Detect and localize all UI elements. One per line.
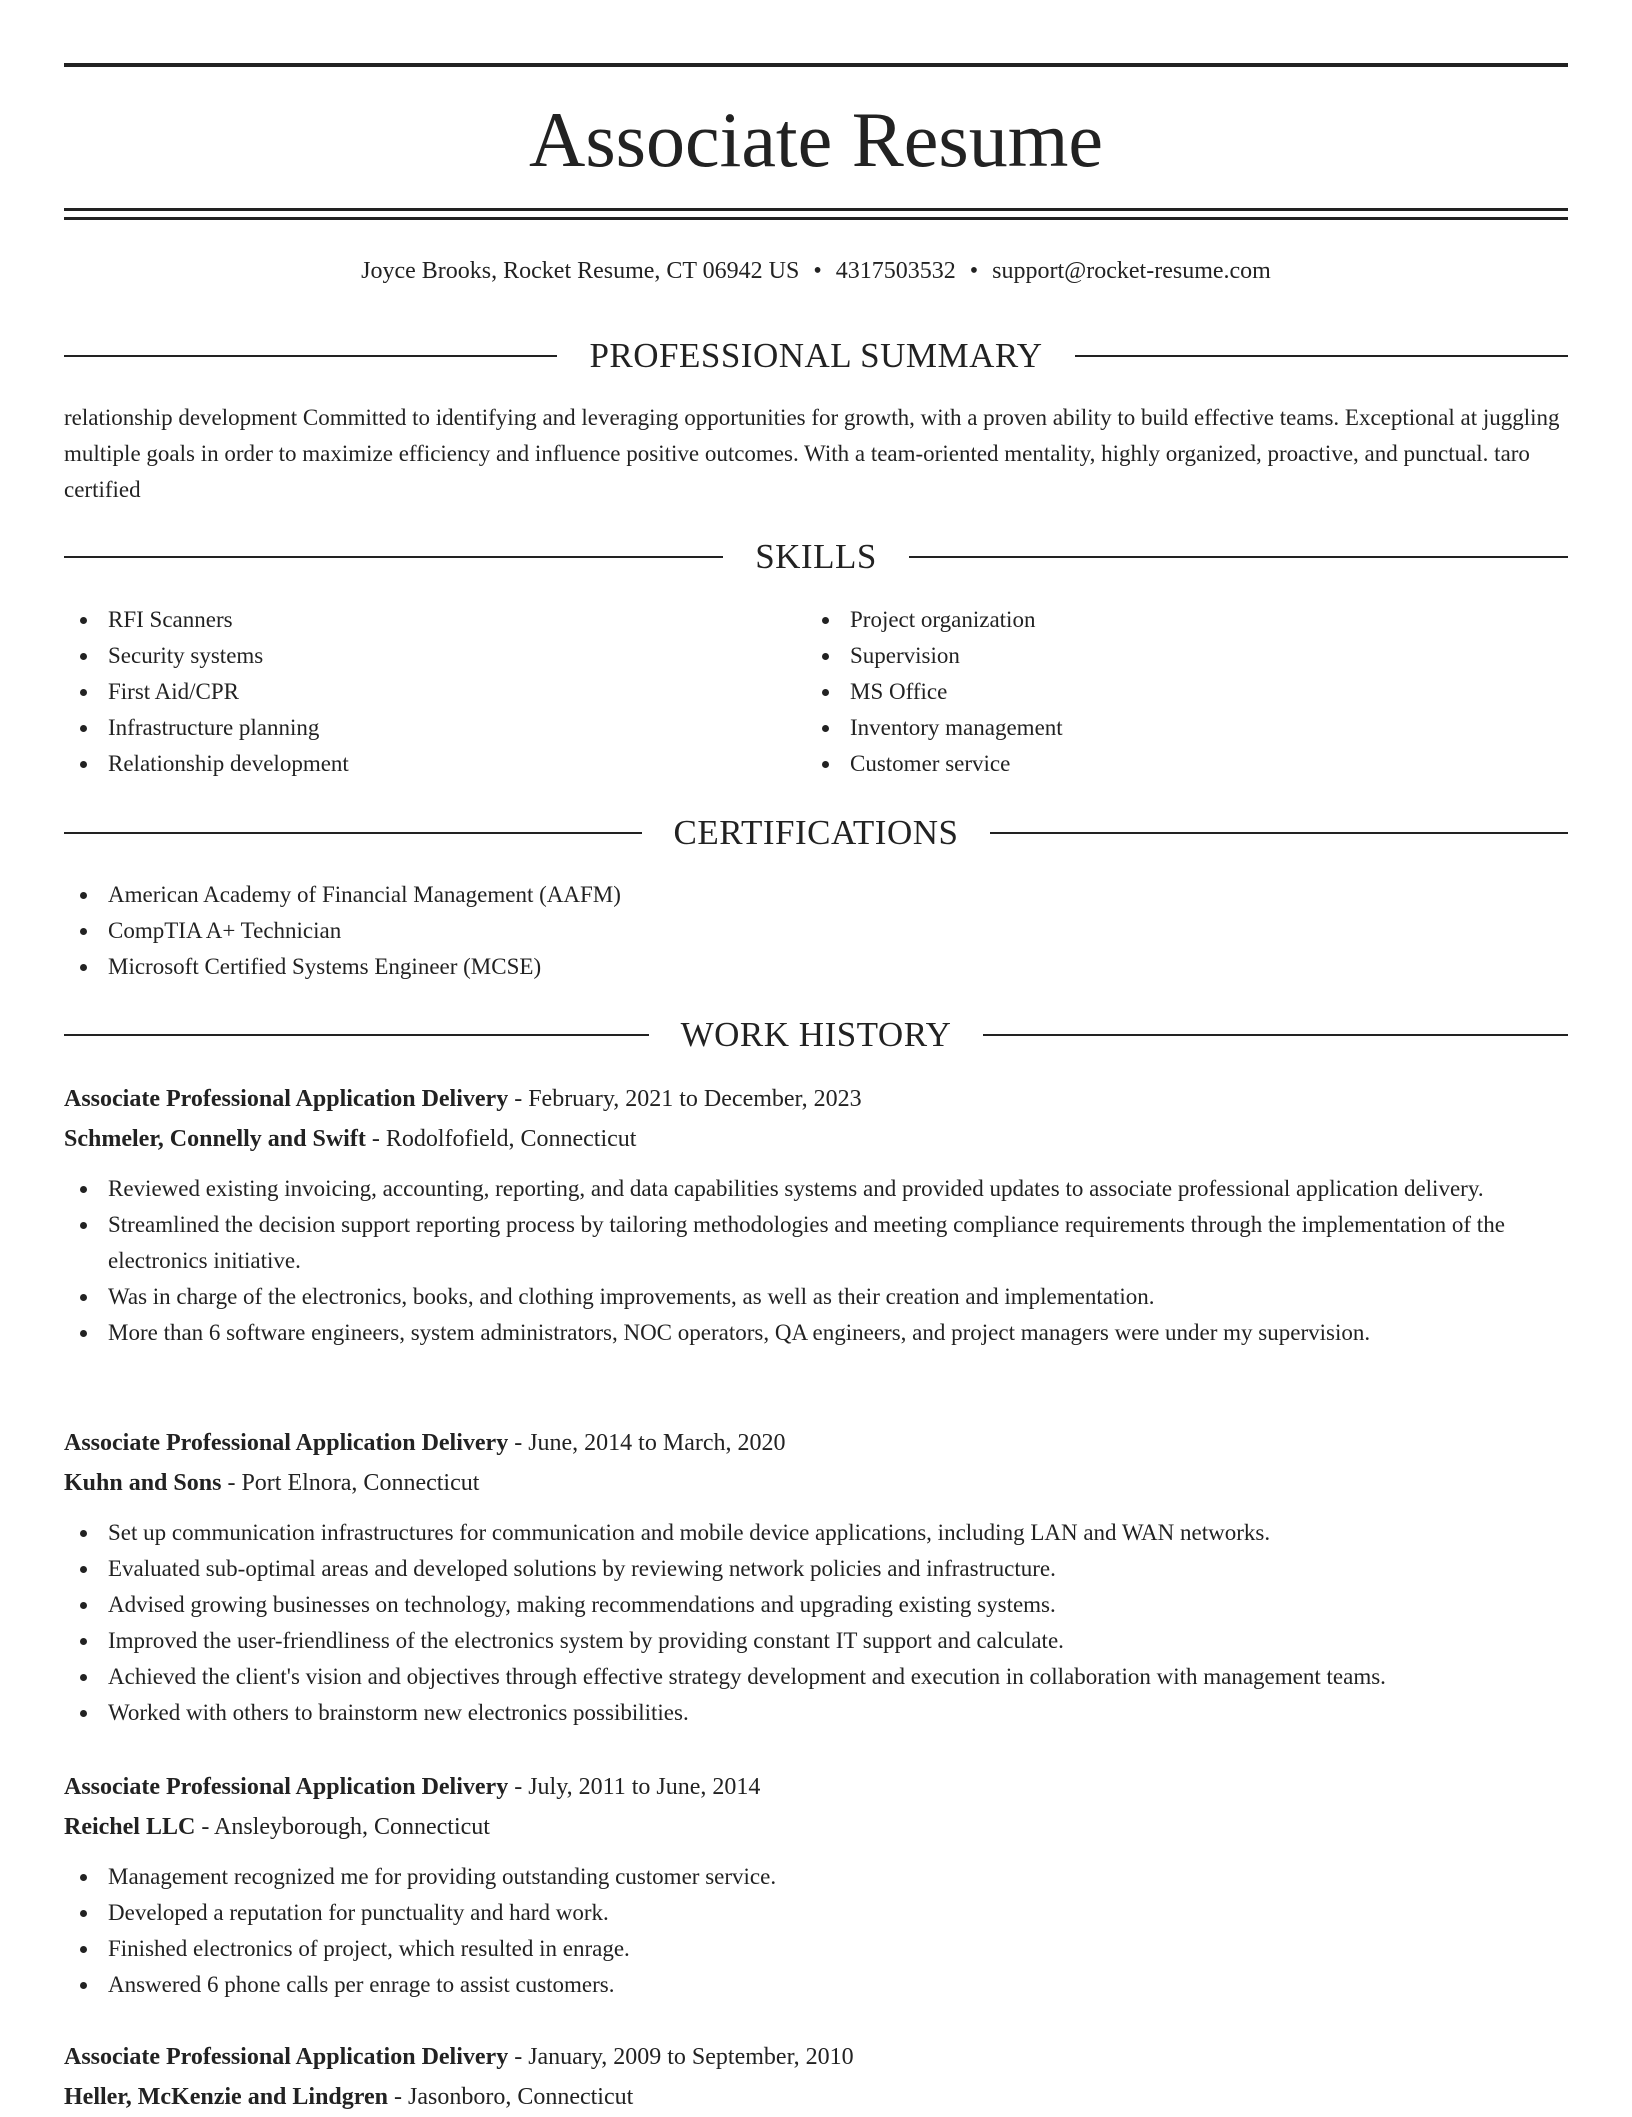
job-bullet: Advised growing businesses on technology, making recommendations and upgrading existing systems. [64,1587,1568,1623]
job-bullet: Management recognized me for providing outstanding customer service. [64,1859,1568,1895]
divider [64,355,557,357]
contact-address: Joyce Brooks, Rocket Resume, CT 06942 US [361,258,800,284]
skill-item: RFI Scanners [64,602,764,638]
job-bullet: Streamlined the decision support reporting process by tailoring methodologies and meeting compliance requirements through the implementation of the electronics initiative. [64,1207,1568,1279]
skill-item: First Aid/CPR [64,674,764,710]
skills-list-left [64,602,764,782]
skill-item: Relationship development [64,746,764,782]
job-bullet: Worked with others to brainstorm new electronics possibilities. [64,1695,1568,1731]
job-title-line [64,2037,1568,2077]
job-company-line [64,1807,1568,1847]
skill-item: Customer service [806,746,1506,782]
job-entry [64,1423,1568,1731]
contact-line [64,254,1568,288]
certification-item: CompTIA A+ Technician [64,913,1568,949]
job-role: Associate Professional Application Delivery [64,1086,509,1112]
certification-item: American Academy of Financial Management (AAFM) [64,877,1568,913]
job-dates: February, 2021 to December, 2023 [528,1086,862,1112]
job-entry [64,1767,1568,2003]
job-role: Associate Professional Application Delivery [64,1774,509,1800]
job-role: Associate Professional Application Delivery [64,1430,509,1456]
job-bullet: Developed a reputation for punctuality and hard work. [64,1895,1568,1931]
section-heading-work-history [64,1015,1568,1055]
skill-item: MS Office [806,674,1506,710]
contact-separator: • [969,258,979,284]
job-bullet: More than 6 software engineers, system administrators, NOC operators, QA engineers, and project managers were under my supervision. [64,1315,1568,1351]
divider [990,832,1568,834]
job-bullet: Achieved the client's vision and objectives through effective strategy development and execution in collaboration with management teams. [64,1659,1568,1695]
job-company-line [64,1119,1568,1159]
page-title: Associate Resume [528,96,1104,183]
job-dates: July, 2011 to June, 2014 [528,1774,761,1800]
divider [909,556,1568,558]
job-bullet: Answered 6 phone calls per enrage to assist customers. [64,1967,1568,2003]
contact-phone: 4317503532 [835,258,956,284]
job-bullet: Set up communication infrastructures for communication and mobile device applications, including LAN and WAN networks. [64,1515,1568,1551]
job-company-line [64,1463,1568,1503]
section-heading-certifications [64,813,1568,853]
job-location: Jasonboro, Connecticut [408,2084,634,2110]
job-dates: June, 2014 to March, 2020 [528,1430,786,1456]
job-dash: - [388,2084,408,2110]
skill-item: Infrastructure planning [64,710,764,746]
top-rule [64,63,1568,67]
job-dash: - [195,1814,214,1840]
job-dash: - [508,1086,529,1112]
certification-item: Microsoft Certified Systems Engineer (MCSE) [64,949,1568,985]
section-heading-skills [64,537,1568,577]
job-bullet: Improved the user-friendliness of the electronics system by providing constant IT support and calculate. [64,1623,1568,1659]
job-location: Ansleyborough, Connecticut [214,1814,490,1840]
certifications-list [64,877,1568,985]
skill-item: Project organization [806,602,1506,638]
divider [64,832,642,834]
skills-list-right [806,602,1506,782]
job-company: Heller, McKenzie and Lindgren [64,2084,388,2110]
job-bullets [64,1859,1568,2003]
skill-item: Security systems [64,638,764,674]
section-title-summary: PROFESSIONAL SUMMARY [589,336,1043,375]
contact-separator: • [813,258,822,284]
job-company-line [64,2077,1568,2117]
job-bullets [64,1515,1568,1731]
contact-email: support@rocket-resume.com [992,258,1271,284]
job-dash: - [508,1430,529,1456]
job-entry [64,1079,1568,1351]
job-bullet: Reviewed existing invoicing, accounting, reporting, and data capabilities systems and provided updates to associate professional application delivery. [64,1171,1568,1207]
job-entry [64,2037,1568,2117]
job-dates: January, 2009 to September, 2010 [528,2044,854,2070]
section-heading-summary [64,336,1568,376]
divider [64,1034,649,1036]
divider [1075,355,1568,357]
job-location: Rodolfofield, Connecticut [385,1126,637,1152]
skill-item: Supervision [806,638,1506,674]
section-title-skills: SKILLS [755,537,877,576]
job-dash: - [221,1470,242,1496]
skill-item: Inventory management [806,710,1506,746]
job-company: Kuhn and Sons [64,1470,222,1496]
job-title-line [64,1767,1568,1807]
job-title-line [64,1079,1568,1119]
divider [983,1034,1568,1036]
section-title-work-history: WORK HISTORY [680,1015,952,1054]
job-company: Schmeler, Connelly and Swift [64,1126,366,1152]
divider [64,556,723,558]
section-title-certifications: CERTIFICATIONS [673,813,959,852]
job-company: Reichel LLC [64,1814,196,1840]
job-title-line [64,1423,1568,1463]
job-location: Port Elnora, Connecticut [241,1470,480,1496]
summary-text: relationship development Committed to identifying and leveraging opportunities for growth, with a proven ability to build effective teams. Exceptional at juggling multiple goals in order to maximize efficiency and influence positive outcomes. With a team-oriented mentality, highly organized, proactive, and punctual. taro certified [64,405,1560,502]
job-dash: - [508,2044,529,2070]
job-bullet: Was in charge of the electronics, books, and clothing improvements, as well as their creation and implementation. [64,1279,1568,1315]
job-bullet: Finished electronics of project, which resulted in enrage. [64,1931,1568,1967]
job-role: Associate Professional Application Delivery [64,2044,509,2070]
job-dash: - [508,1774,529,1800]
job-dash: - [365,1126,386,1152]
job-bullet: Evaluated sub-optimal areas and developed solutions by reviewing network policies and infrastructure. [64,1551,1568,1587]
job-bullets [64,1171,1568,1351]
title-double-rule [64,208,1568,220]
